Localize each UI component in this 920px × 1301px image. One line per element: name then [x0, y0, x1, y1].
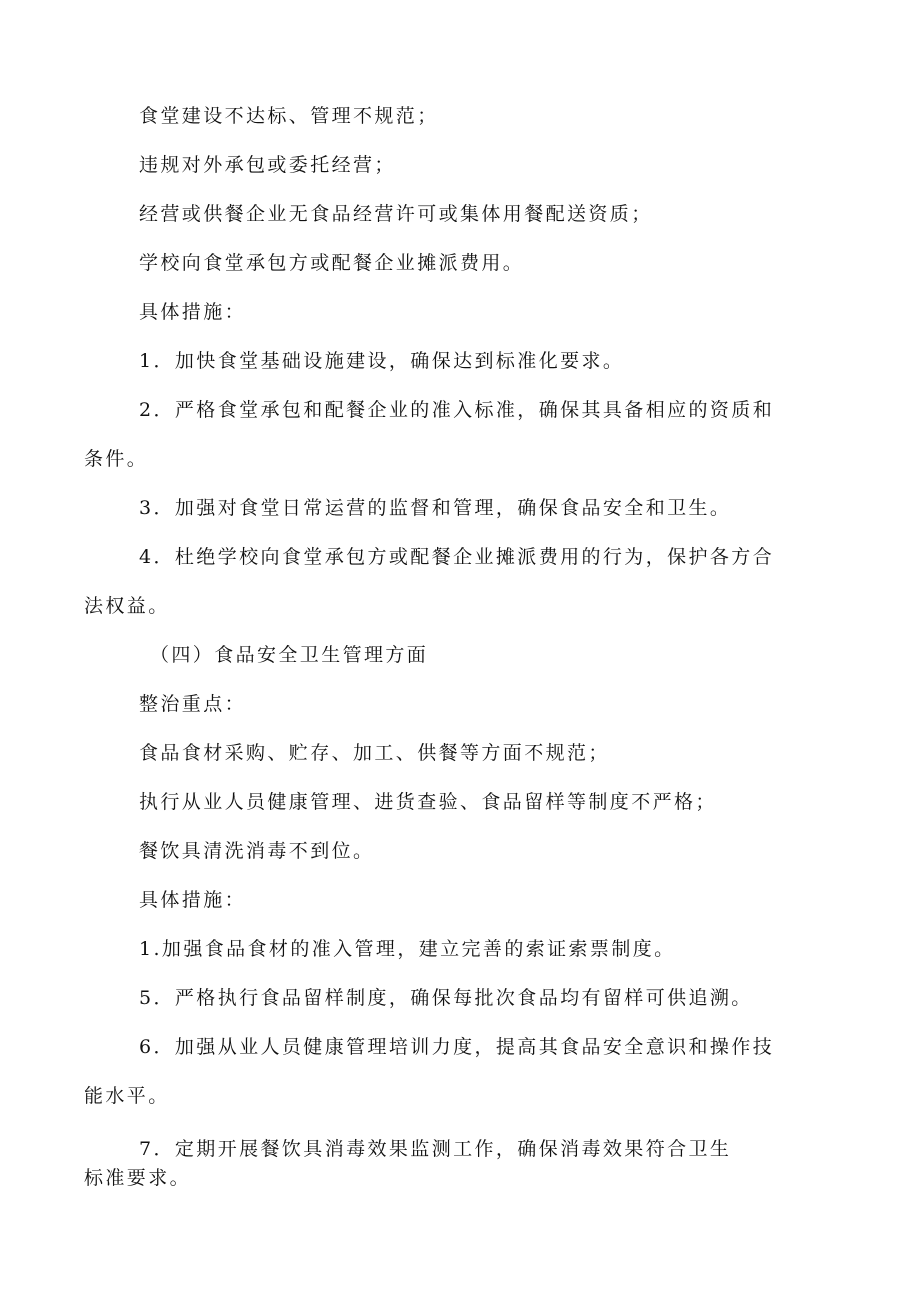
text-line: 执行从业人员健康管理、进货查验、食品留样等制度不严格；	[139, 791, 717, 813]
list-item: 5．严格执行食品留样制度，确保每批次食品均有留样可供追溯。	[139, 987, 753, 1009]
section-label: 具体措施：	[139, 889, 247, 911]
list-item: 6．加强从业人员健康管理培训力度，提高其食品安全意识和操作技	[139, 1036, 775, 1058]
section-heading: （四）食品安全卫生管理方面	[150, 644, 429, 666]
text-line: 食堂建设不达标、管理不规范；	[139, 105, 439, 127]
list-item: 4．杜绝学校向食堂承包方或配餐企业摊派费用的行为，保护各方合	[139, 546, 775, 568]
list-item-continuation: 能水平。	[84, 1085, 170, 1107]
list-item: 1．加快食堂基础设施建设，确保达到标准化要求。	[139, 350, 625, 372]
text-line: 餐饮具清洗消毒不到位。	[139, 840, 375, 862]
list-item: 1.加强食品食材的准入管理，建立完善的索证索票制度。	[139, 938, 676, 960]
list-item: 7．定期开展餐饮具消毒效果监测工作，确保消毒效果符合卫生	[139, 1138, 732, 1160]
text-line: 经营或供餐企业无食品经营许可或集体用餐配送资质；	[139, 203, 653, 225]
text-line: 学校向食堂承包方或配餐企业摊派费用。	[139, 252, 525, 274]
list-item-continuation: 条件。	[84, 448, 149, 470]
list-item: 2．严格食堂承包和配餐企业的准入标准，确保其具备相应的资质和	[139, 399, 775, 421]
section-label: 整治重点：	[139, 693, 247, 715]
section-label: 具体措施：	[139, 301, 247, 323]
list-item-continuation: 法权益。	[84, 595, 170, 617]
list-item-continuation: 标准要求。	[84, 1167, 192, 1189]
list-item: 3．加强对食堂日常运营的监督和管理，确保食品安全和卫生。	[139, 497, 732, 519]
text-line: 违规对外承包或委托经营；	[139, 154, 396, 176]
text-line: 食品食材采购、贮存、加工、供餐等方面不规范；	[139, 742, 610, 764]
